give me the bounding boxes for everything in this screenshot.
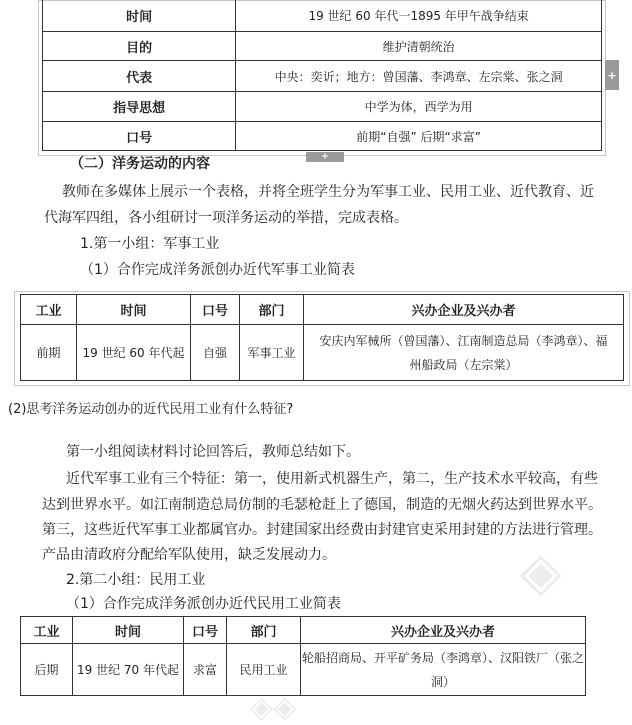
cell-industry: 后期 [21, 644, 73, 696]
answer-line: 第一小组阅读材料讨论回答后，教师总结如下。 [66, 444, 360, 460]
table-row [43, 92, 602, 122]
question: (2)思考洋务运动创办的近代民用工业有什么特征? [8, 402, 294, 417]
row-key: 时间 [43, 0, 236, 32]
row-value: 19 世纪 60 年代一1895 年甲午战争结束 [236, 0, 602, 32]
header-enterprise: 兴办企业及兴办者 [304, 295, 624, 325]
row-key: 指导思想 [43, 92, 236, 122]
header-dept: 部门 [240, 295, 304, 325]
table-expand-bottom-handle[interactable]: + [306, 152, 344, 162]
overview-table [42, 0, 602, 151]
section-title: （二）洋务运动的内容 [70, 156, 210, 172]
enterprise-line: 州船政局（左宗棠） [409, 357, 518, 372]
answer-line: 第三，这些近代军事工业都属官办。封建国家出经费由封建官吏采用封建的方法进行管理。 [42, 522, 602, 538]
answer-line: 产品由清政府分配给军队使用，缺乏发展动力。 [42, 547, 336, 563]
group2-task: （1）合作完成洋务派创办近代民用工业简表 [66, 596, 341, 612]
header-dept: 部门 [227, 617, 301, 644]
table-expand-right-handle[interactable]: + [605, 60, 619, 90]
header-time: 时间 [77, 295, 191, 325]
cell-slogan: 自强 [191, 325, 240, 381]
row-key: 口号 [43, 122, 236, 151]
military-industry-table [20, 294, 624, 381]
table-row [43, 32, 602, 61]
enterprise-line: 轮船招商局、开平矿务局（李鸿章）、汉阳铁厂（张之 [301, 650, 584, 665]
row-key: 代表 [43, 61, 236, 92]
cell-enterprise [301, 644, 586, 696]
table-row [43, 61, 602, 92]
intro-line: 教师在多媒体上展示一个表格，并将全班学生分为军事工业、民用工业、近代教育、近 [62, 184, 594, 200]
header-enterprise: 兴办企业及兴办者 [301, 617, 586, 644]
table-header-row [21, 295, 624, 325]
cell-time: 19 世纪 70 年代起 [73, 644, 184, 696]
group1-task: （1）合作完成洋务派创办近代军事工业简表 [80, 262, 355, 278]
row-value: 前期“自强” 后期“求富” [236, 122, 602, 151]
table-row [43, 0, 602, 32]
cell-enterprise [304, 325, 624, 381]
header-slogan: 口号 [191, 295, 240, 325]
header-industry: 工业 [21, 617, 73, 644]
watermark: ◈◈ [250, 690, 297, 725]
answer-line: 近代军事工业有三个特征：第一，使用新式机器生产，第二，生产技术水平较高，有些 [66, 471, 598, 487]
row-value: 中学为体，西学为用 [236, 92, 602, 122]
header-slogan: 口号 [184, 617, 227, 644]
enterprise-line: 安庆内军械所（曾国藩）、江南制造总局（李鸿章）、福 [319, 333, 608, 348]
header-time: 时间 [73, 617, 184, 644]
intro-line: 代海军四组，各小组研讨一项洋务运动的举措，完成表格。 [44, 210, 408, 226]
header-industry: 工业 [21, 295, 77, 325]
row-value: 维护清朝统治 [236, 32, 602, 61]
answer-line: 达到世界水平。如江南制造总局仿制的毛瑟枪赶上了德国，制造的无烟火药达到世界水平。 [42, 497, 602, 513]
table-header-row [21, 617, 586, 644]
row-key: 目的 [43, 32, 236, 61]
cell-dept: 军事工业 [240, 325, 304, 381]
enterprise-line: 洞） [430, 674, 455, 689]
civil-industry-table [20, 616, 586, 696]
cell-industry: 前期 [21, 325, 77, 381]
row-value: 中央：奕䜣；地方：曾国藩、李鸿章、左宗棠、张之洞 [236, 61, 602, 92]
group2-title: 2.第二小组：民用工业 [66, 572, 206, 588]
table-row [43, 122, 602, 151]
watermark: ◈ [520, 540, 562, 603]
cell-slogan: 求富 [184, 644, 227, 696]
cell-dept: 民用工业 [227, 644, 301, 696]
group1-title: 1.第一小组：军事工业 [80, 236, 220, 252]
table-row [21, 644, 586, 696]
table-row [21, 325, 624, 381]
cell-time: 19 世纪 60 年代起 [77, 325, 191, 381]
